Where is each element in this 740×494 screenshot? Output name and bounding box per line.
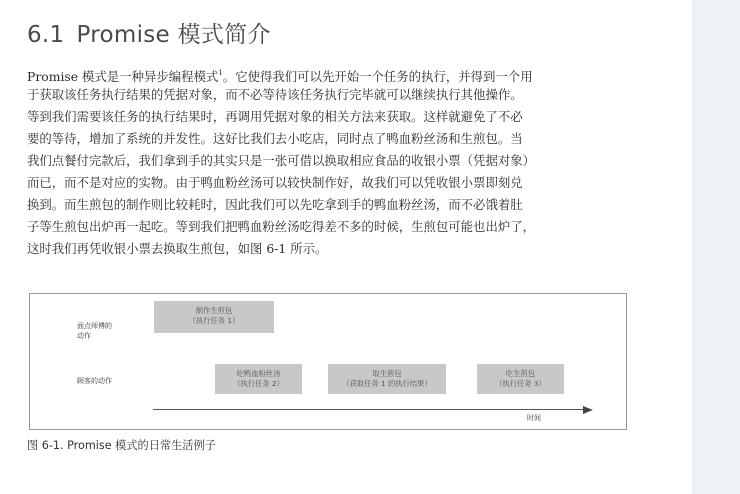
side-panel: [692, 0, 740, 494]
paragraph-line: 我们点餐付完款后，我们拿到手的其实只是一张可借以换取相应食品的收银小票（凭据对象）: [27, 153, 536, 168]
body-paragraph: [27, 62, 627, 260]
paragraph-line: 而已，而不是对应的实物。由于鸭血粉丝汤可以较快制作好，故我们可以凭收银小票即刻兑: [27, 175, 523, 190]
chef-row-label: 面点师傅的 动作: [77, 322, 112, 340]
paragraph-line: 这时我们再凭收银小票去换取生煎包，如图 6-1 所示。: [27, 241, 328, 256]
customer-task-box: 取生煎包 （获取任务 1 的执行结果）: [328, 364, 446, 394]
customer-task-box: 吃生煎包 （执行任务 3）: [477, 364, 564, 394]
paragraph-line: 等到我们需要该任务的执行结果时，再调用凭据对象的相关方法来获取。这样就避免了不必: [27, 109, 523, 124]
paragraph-line: 要的等待，增加了系统的并发性。这好比我们去小吃店，同时点了鸭血粉丝汤和生煎包。当: [27, 131, 523, 146]
section-number: 6.1: [27, 22, 65, 48]
paragraph-line: 于获取该任务执行结果的凭据对象，而不必等待该任务执行完毕就可以继续执行其他操作。: [27, 87, 523, 102]
section-heading: [27, 16, 271, 49]
time-axis-label: 时间: [527, 414, 541, 422]
arrow-right-icon: [583, 406, 593, 414]
customer-row-label: 顾客的动作: [77, 377, 112, 385]
customer-task-box: 吃鸭血粉丝汤 （执行任务 2）: [215, 364, 302, 394]
figure-timeline-diagram: [29, 293, 627, 430]
paragraph-line: 换到。而生煎包的制作则比较耗时，因此我们可以先吃拿到手的鸭血粉丝汤，而不必饿着肚: [27, 197, 523, 212]
figure-caption: 图 6-1. Promise 模式的日常生活例子: [27, 439, 216, 452]
section-title: Promise 模式简介: [76, 22, 271, 48]
paragraph-line: 子等生煎包出炉再一起吃。等到我们把鸭血粉丝汤吃得差不多的时候，生煎包可能也出炉了，: [27, 219, 536, 234]
time-axis: [153, 409, 585, 410]
chef-task-box: 制作生煎包 （执行任务 1）: [154, 301, 274, 333]
footnote-marker[interactable]: 1: [218, 69, 223, 77]
paragraph-line: Promise 模式是一种异步编程模式$^1$。它使得我们可以先开始一个任务的执行，并得到一个用: [27, 69, 533, 84]
